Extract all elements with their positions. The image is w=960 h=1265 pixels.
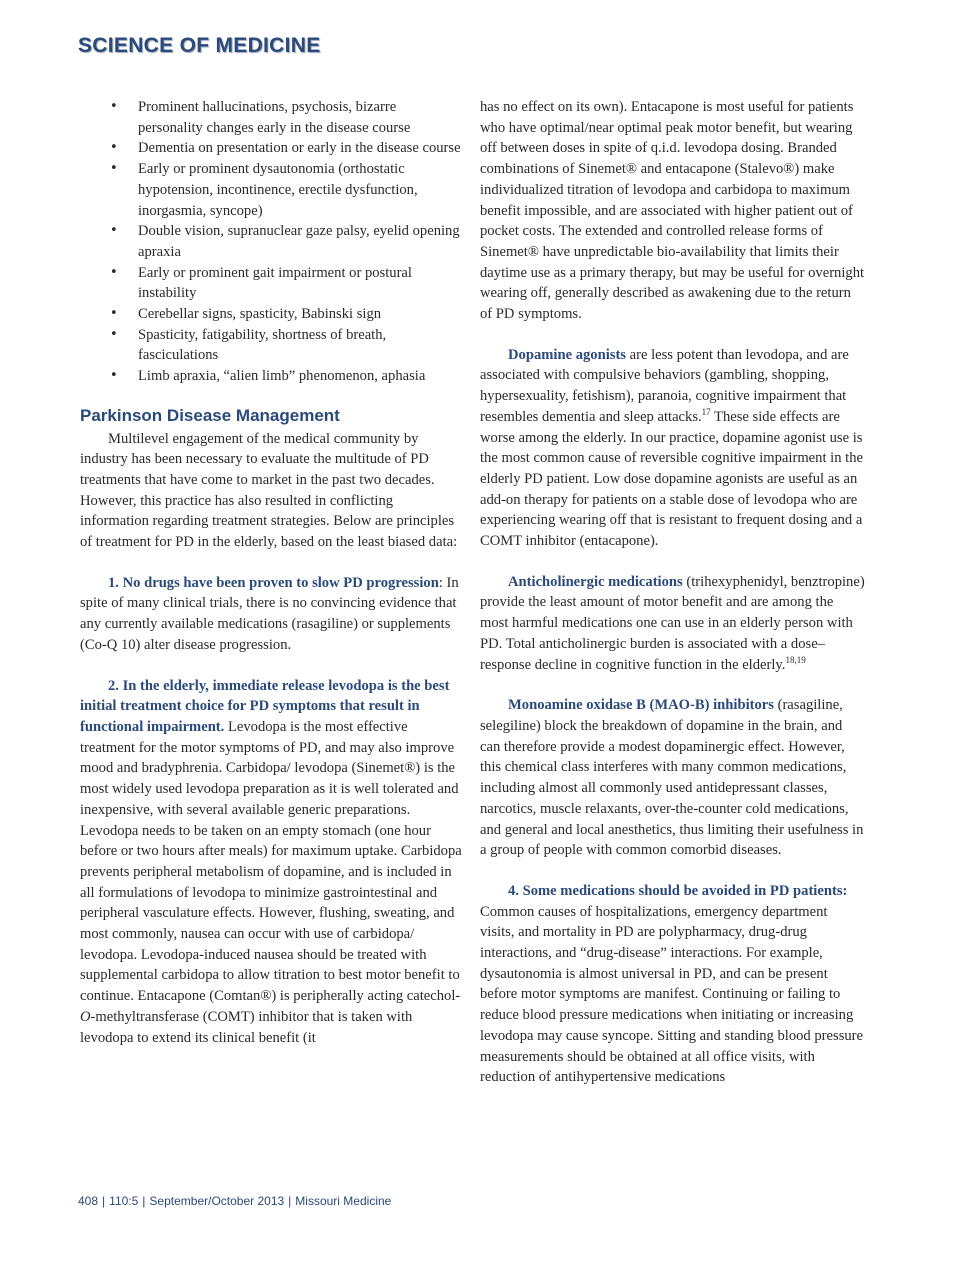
journal-name: Missouri Medicine: [295, 1194, 392, 1208]
reference-marker: 18,19: [785, 654, 806, 665]
principle-4-lead: 4. Some medications should be avoided in PD patients:: [508, 882, 848, 899]
bullet-icon: •: [110, 264, 118, 280]
intro-paragraph: Multilevel engagement of the medical community by industry has been necessary to evaluate the multitude of PD treatments that have come to market in the past two decades. However, this practice has also resulted in conflicting information regarding treatment strategies. Below are principles of treatment for PD in the elderly, based on the least biased data:: [80, 430, 458, 551]
bullet-icon: •: [110, 99, 118, 114]
principle-1-lead: 1. No drugs have been proven to slow PD progression: [108, 574, 439, 591]
maob-term: Monoamine oxidase B (MAO-B) inhibitors: [508, 697, 774, 714]
list-item: • Early or prominent dysautonomia (orthostatic hypotension, incontinence, erectile dysfunction, inorgasmia, syncope): [110, 161, 418, 219]
list-item: • Early or prominent gait impairment or postural instability: [110, 264, 412, 302]
anticholinergic-paragraph: Anticholinergic medications (trihexyphenidyl, benztropine) provide the least amount of motor benefit and are among the most harmful medications one can use in an elderly person with PD. Total anticholinergic burden is associated with a dose–response decline in cognitive function in the elderly.$^{18,19}$: [480, 573, 865, 673]
reference-marker: 17: [701, 406, 711, 417]
anticholinergic-term: Anticholinergic medications: [508, 573, 683, 590]
maob-paragraph: Monoamine oxidase B (MAO-B) inhibitors (rasagiline, selegiline) block the breakdown of dopamine in the brain, and can therefore provide a modest dopaminergic effect. However, this chemical class interferes with many common medications, including almost all commonly used antidepressant classes, narcotics, muscle relaxants, over-the-counter cold medications, and general and local anesthetics, thus limiting their usefulness in a group of people with common comorbid diseases.: [480, 697, 864, 859]
principle-1: 1. No drugs have been proven to slow PD progression: In spite of many clinical trials, there is no convincing evidence that any currently available medications (rasagiline) or supplements (Co-Q 10) alter disease progression.: [80, 574, 459, 653]
principle-2-lead: 2. In the elderly, immediate release levodopa is the best initial treatment choice for PD symptoms that result in functional impairment.: [80, 677, 450, 735]
exclusion-criteria-list: [80, 97, 464, 387]
issue-date: September/October 2013: [149, 1194, 285, 1208]
dopamine-agonists-term: Dopamine agonists: [508, 346, 626, 363]
list-item: • Prominent hallucinations, psychosis, bizarre personality changes early in the disease course: [110, 99, 411, 136]
bullet-icon: •: [110, 326, 118, 342]
principle-2: 2. In the elderly, immediate release levodopa is the best initial treatment choice for PD symptoms that result in functional impairment. Levodopa is the most effective treatment for the motor symptoms of PD, and may also improve mood and bradyphrenia. Carbidopa/ levodopa (Sinemet®) is the most widely used levodopa preparation as it is well tolerated and inexpensive, with several available generic preparations. Levodopa needs to be taken on an empty stomach (one hour before or two hours after meals) for maximum uptake. Carbidopa prevents peripheral metabolism of dopamine, and is included in all formulations of levodopa to minimize gastrointestinal and peripheral vasculature effects. However, flushing, sweating, and most commonly, nausea can occur with use of carbidopa/ levodopa. Levodopa-induced nausea should be treated with supplemental carbidopa to allow titration to best motor benefit to continue. Entacapone (Comtan®) is peripherally acting catechol-O-methyltransferase (COMT) inhibitor that is taken with levodopa to extend its clinical benefit (it: [80, 677, 462, 1046]
section-header: SCIENCE OF MEDICINE: [78, 34, 321, 57]
bullet-icon: •: [110, 161, 118, 177]
right-column: [480, 97, 865, 1088]
list-item: • Double vision, supranuclear gaze palsy, eyelid opening apraxia: [110, 223, 460, 260]
page-footer: 408 | 110:5 | September/October 2013 | Missouri Medicine: [78, 1194, 392, 1208]
list-item: • Cerebellar signs, spasticity, Babinski sign: [80, 304, 464, 325]
page-number: 408: [78, 1194, 99, 1208]
management-heading: Parkinson Disease Management: [80, 405, 340, 425]
bullet-icon: •: [110, 223, 118, 239]
bullet-icon: •: [110, 368, 118, 384]
issue-number: 110:5: [109, 1194, 139, 1208]
list-item: • Limb apraxia, “alien limb” phenomenon, aphasia: [80, 366, 464, 387]
list-item: • Dementia on presentation or early in the disease course: [80, 138, 464, 159]
principle-4: 4. Some medications should be avoided in PD patients: Common causes of hospitalizations, emergency department visits, and mortality in PD are polypharmacy, drug-drug interactions, and “drug-disease” interactions. For example, dysautonomia is almost universal in PD, and can be present before motor symptoms are manifest. Continuing or failing to reduce blood pressure medications when initiating or increasing levodopa may cause syncope. Sitting and standing blood pressure measurements should be obtained at all office visits, with reduction of antihypertensive medications: [480, 882, 864, 1086]
bullet-icon: •: [110, 140, 118, 156]
bullet-icon: •: [110, 306, 118, 322]
list-item: • Spasticity, fatigability, shortness of breath, fasciculations: [110, 326, 387, 364]
dopamine-agonists-paragraph: Dopamine agonists are less potent than levodopa, and are associated with compulsive behaviors (gambling, shopping, hypersexuality, fetishism), paranoia, cognitive impairment that resembles dementia and sleep attacks.$^{17}$ These side effects are worse among the elderly. In our practice, dopamine agonist use is the most common cause of reversible cognitive impairment in the elderly PD patient. Low dose dopamine agonists are useful as an add-on therapy for patients on a stable dose of levodopa who are experiencing wearing off that is resistant to frequent dosing and a COMT inhibitor (entacapone).: [480, 346, 863, 550]
left-column: [80, 97, 464, 1048]
continuation-paragraph: has no effect on its own). Entacapone is most useful for patients who have optimal/near optimal peak motor benefit, but wearing off between doses in spite of q.i.d. levodopa dosing. Branded combinations of Sinemet® and entacapone (Stalevo®) make individualized titration of levodopa and carbidopa to maximum benefit impossible, and are associated with higher patient out of pocket costs. The extended and controlled release forms of Sinemet® have unpredictable bio-availability that limits their daytime use as a primary therapy, but may be useful for overnight wearing off, generally described as awakening due to the return of PD symptoms.: [480, 99, 865, 323]
